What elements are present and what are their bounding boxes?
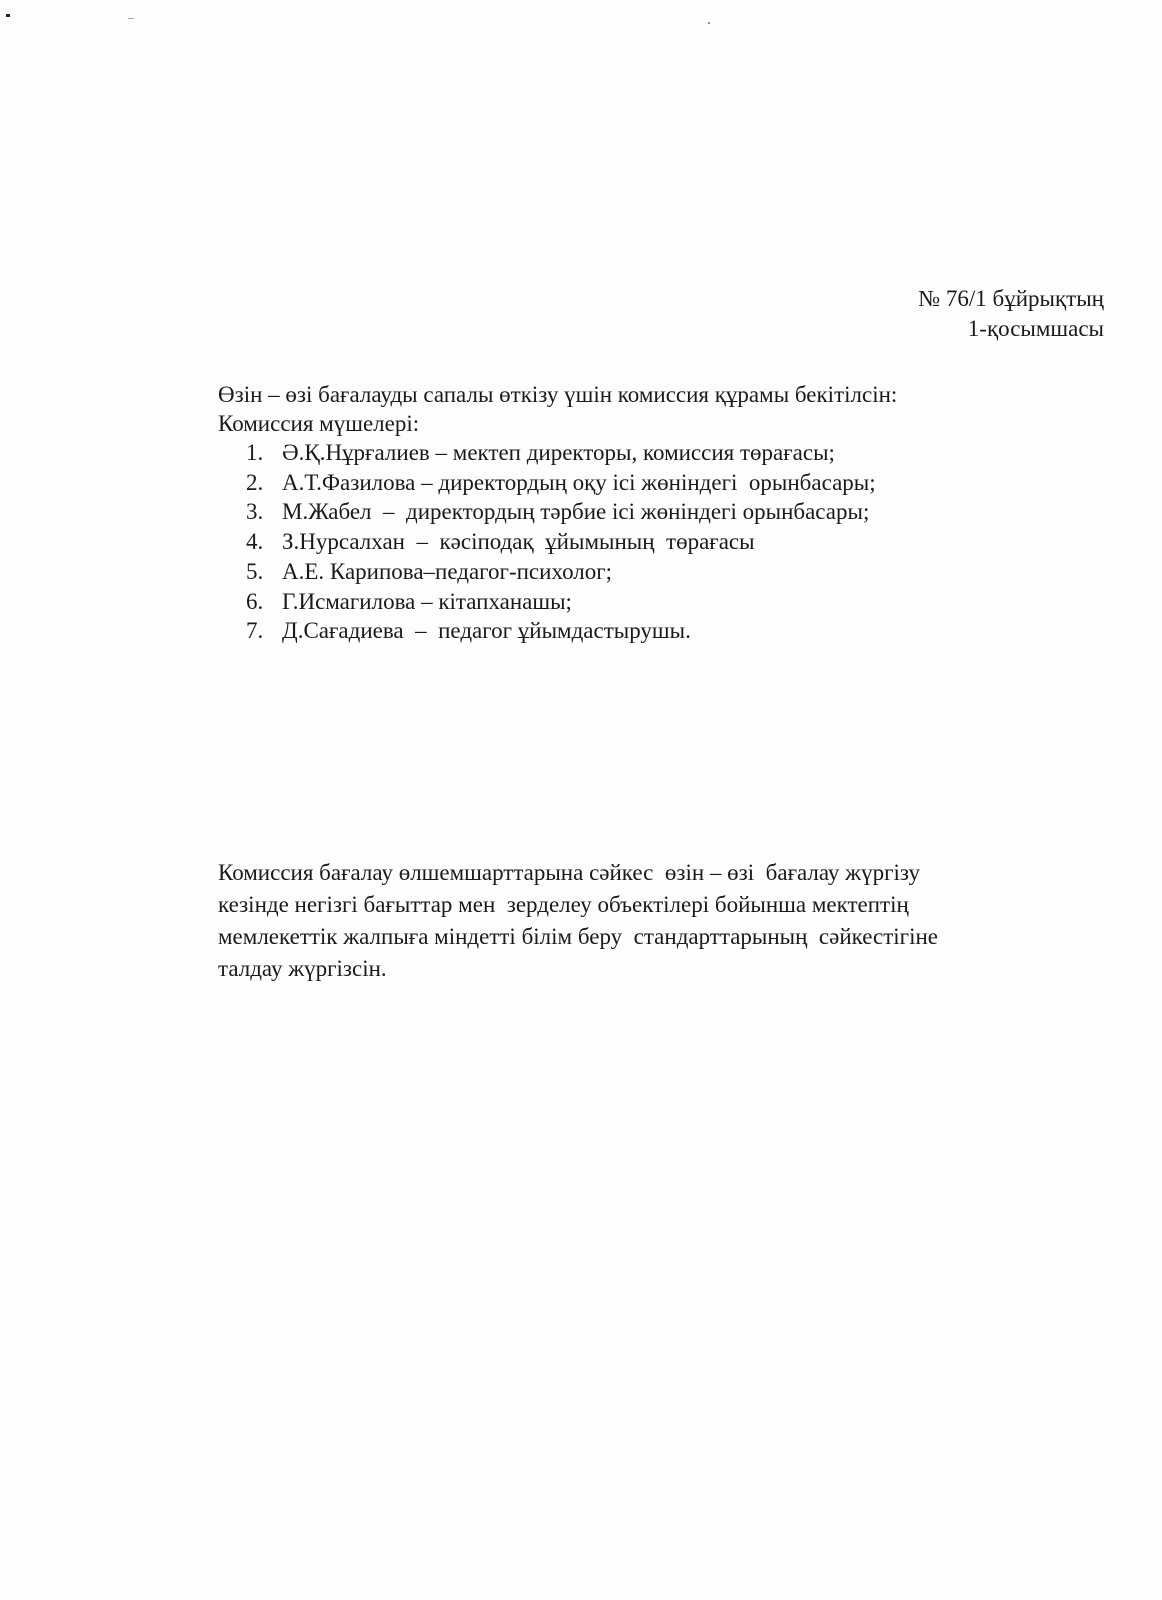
list-item: 1. Ә.Қ.Нұрғалиев – мектеп директоры, комиссия төрағасы; — [246, 440, 835, 465]
list-item: 7. Д.Сағадиева – педагог ұйымдастырушы. — [246, 618, 691, 644]
closing-line-2: кезінде негізгі бағыттар мен зерделеу объектілері бойынша мектептің — [218, 892, 909, 917]
closing-line-1: Комиссия бағалау өлшемшарттарына сәйкес өзін – өзі бағалау жүргізу — [218, 860, 920, 885]
annex-heading — [918, 284, 1104, 344]
list-item: 3. М.Жабел – директордың тәрбие ісі жөніндегі орынбасары; — [246, 499, 870, 525]
commission-members-list — [246, 438, 876, 646]
annex-label-line: 1-қосымшасы — [967, 316, 1104, 341]
intro-line-2: Комиссия мүшелері: — [218, 411, 420, 436]
intro-line-1: Өзін – өзі бағалауды сапалы өткізу үшін комиссия құрамы бекітілсін: — [218, 382, 898, 407]
list-item: 6. Г.Исмагилова – кітапханашы; — [246, 588, 572, 614]
closing-line-4: талдау жүргізсін. — [218, 956, 387, 981]
scan-speck — [708, 22, 710, 24]
list-item: 5. А.Е. Карипова–педагог-психолог; — [246, 558, 613, 584]
closing-paragraph — [218, 857, 1078, 985]
list-item: 2. А.Т.Фазилова – директордың оқу ісі жөніндегі орынбасары; — [246, 469, 876, 495]
scan-speck — [128, 18, 134, 19]
scan-speck — [6, 14, 10, 17]
list-item: 4. З.Нурсалхан – кәсіподақ ұйымының төрағасы — [246, 529, 755, 555]
closing-line-3: мемлекеттік жалпыға міндетті білім беру стандарттарының сәйкестігіне — [218, 924, 939, 949]
intro-paragraph — [218, 380, 1078, 438]
order-number-line: № 76/1 бұйрықтың — [918, 286, 1104, 311]
